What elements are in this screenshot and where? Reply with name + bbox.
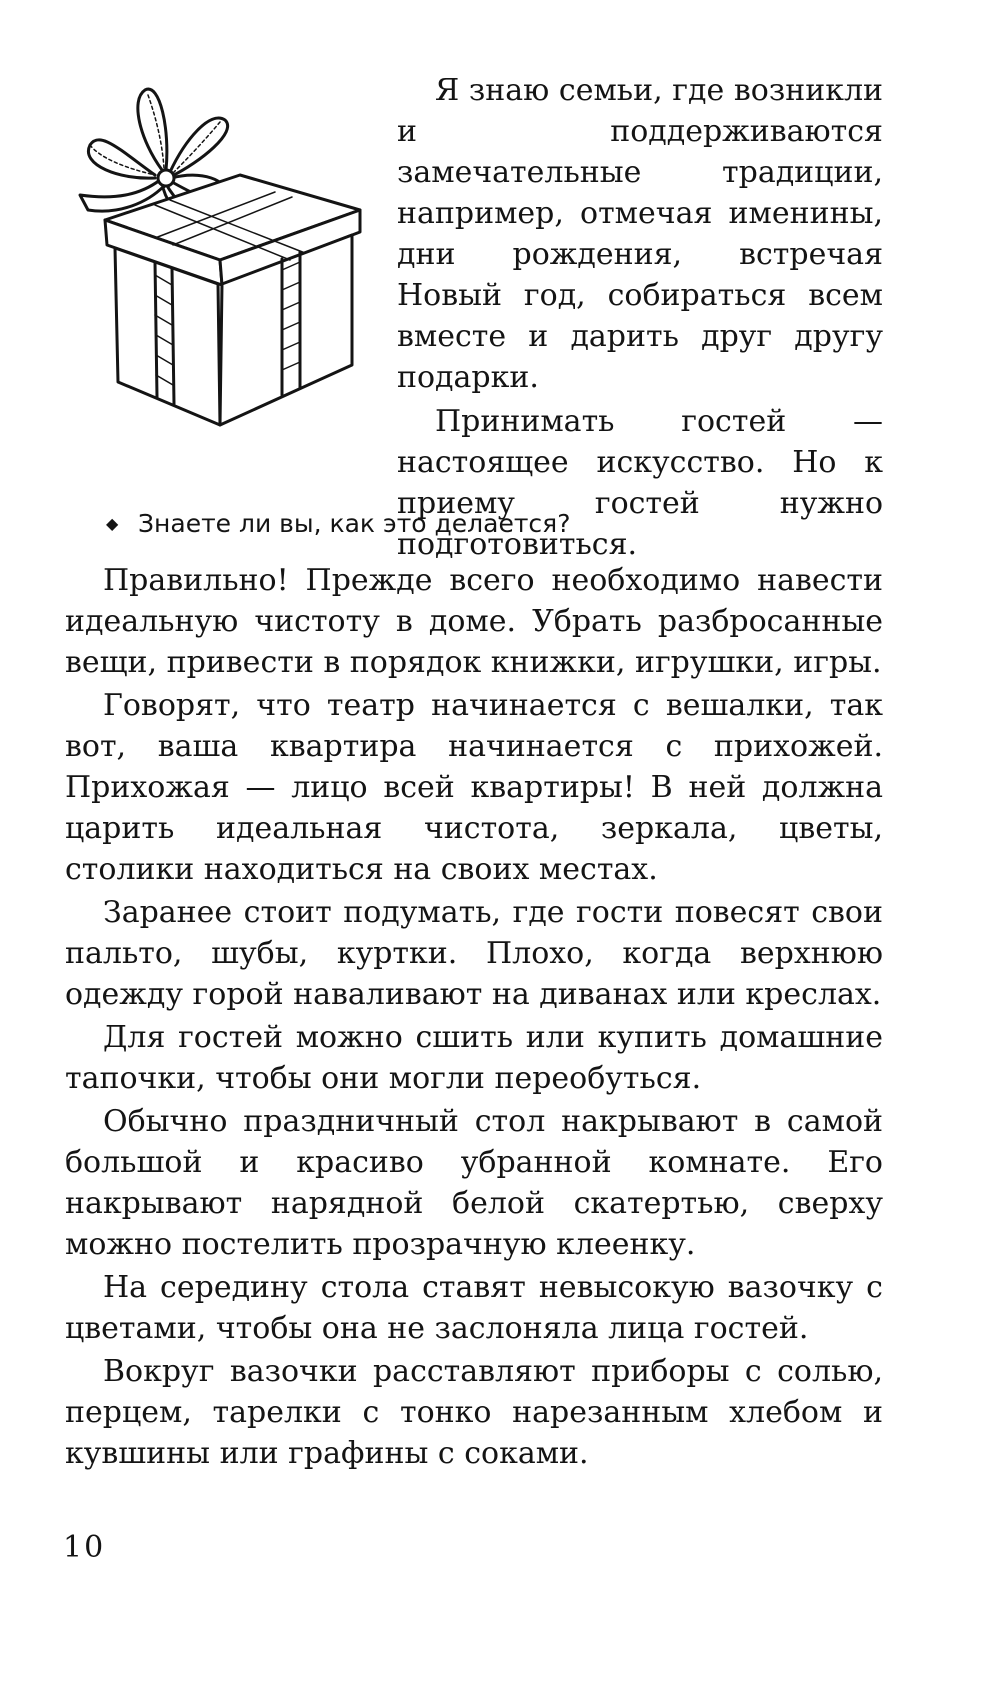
bullet-icon: ◆: [106, 514, 119, 533]
body-paragraph: Говорят, что театр начинается с вешалки, так вот, ваша квартира начинается с прихожей. Прихожая — лицо всей квартиры! В ней должна царить идеальная чистота, зеркала, цветы, столики находиться на своих местах.: [65, 688, 883, 887]
body-text: [65, 560, 883, 1476]
intro-paragraph: Принимать гостей — настоящее искусство. Но к приему гостей нужно подготовиться.: [397, 404, 883, 562]
body-paragraph: Заранее стоит подумать, где гости повесят свои пальто, шубы, куртки. Плохо, когда верхнюю одежду горой наваливают на диванах или креслах.: [65, 895, 883, 1012]
body-paragraph: Вокруг вазочки расставляют приборы с солью, перцем, тарелки с тонко нарезанным хлебом и кувшины или графины с соками.: [65, 1354, 883, 1471]
body-paragraph: Обычно праздничный стол накрывают в самой большой и красиво убранной комнате. Его накрывают нарядной белой скатертью, сверху можно постелить прозрачную клеенку.: [65, 1104, 883, 1262]
question-line: [106, 506, 570, 542]
body-paragraph: Для гостей можно сшить или купить домашние тапочки, чтобы они могли переобуться.: [65, 1020, 883, 1096]
body-paragraph: Правильно! Прежде всего необходимо навести идеальную чистоту в доме. Убрать разбросанные вещи, привести в порядок книжки, игрушки, игры.: [65, 563, 883, 680]
intro-text: [397, 70, 883, 568]
question-text: Знаете ли вы, как это делается?: [138, 509, 571, 538]
gift-box-icon: [60, 70, 400, 450]
intro-paragraph: Я знаю семьи, где возникли и поддерживаются замечательные традиции, например, отмечая именины, дни рождения, встречая Новый год, собираться всем вместе и дарить друг другу подарки.: [397, 73, 883, 395]
body-paragraph: На середину стола ставят невысокую вазочку с цветами, чтобы она не заслоняла лица гостей.: [65, 1270, 883, 1346]
page-number: 10: [63, 1530, 106, 1565]
